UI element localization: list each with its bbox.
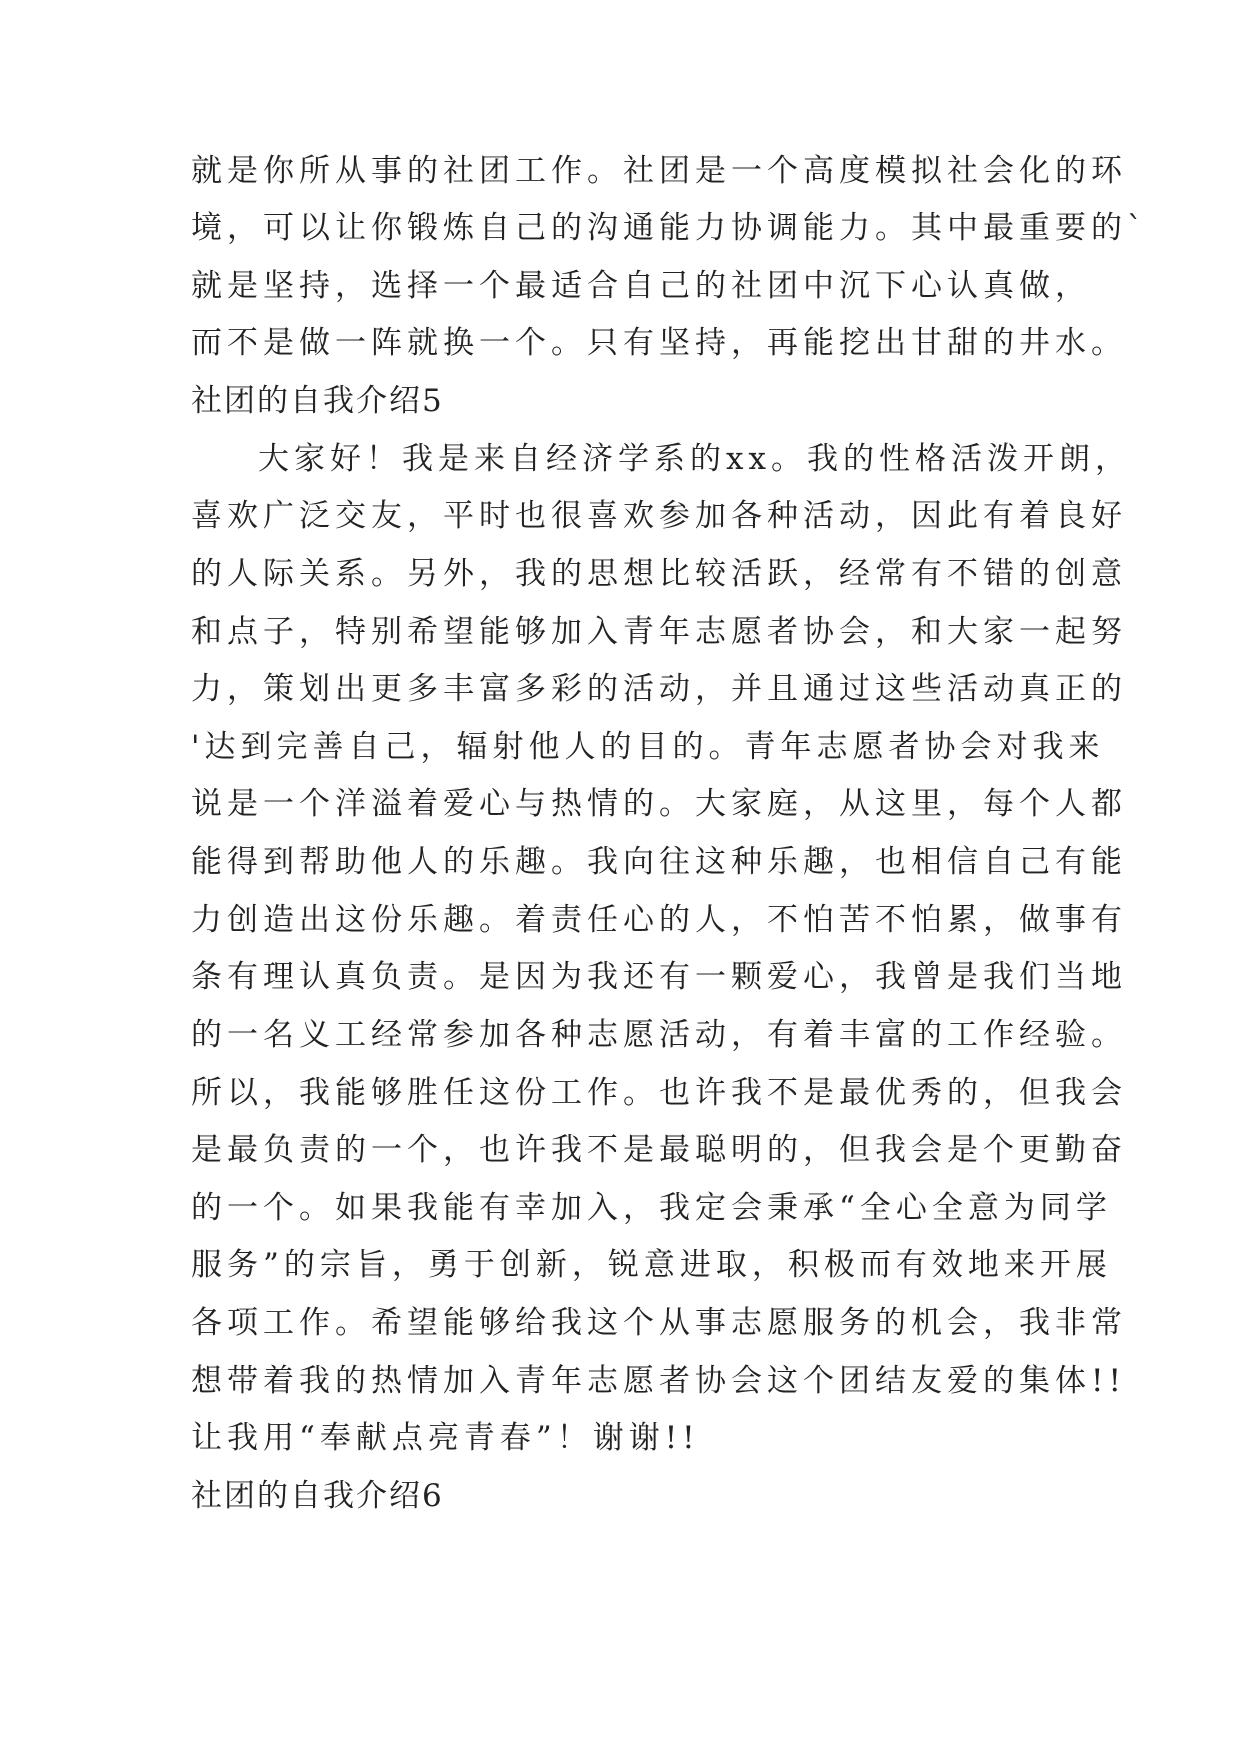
paragraph-line: 各项工作。希望能够给我这个从事志愿服务的机会，我非常: [191, 1305, 1127, 1341]
paragraph-line: 让我用“奉献点亮青春”！谢谢!!: [191, 1420, 700, 1456]
paragraph-line: 所以，我能够胜任这份工作。也许我不是最优秀的，但我会: [191, 1075, 1127, 1111]
paragraph-line: 力创造出这份乐趣。着责任心的人，不怕苦不怕累，做事有: [191, 902, 1127, 938]
text-line: 就是坚持，选择一个最适合自己的社团中沉下心认真做，: [191, 268, 1091, 304]
text-line: 境，可以让你锻炼自己的沟通能力协调能力。其中最重要的`: [191, 210, 1148, 246]
paragraph-line: 能得到帮助他人的乐趣。我向往这种乐趣，也相信自己有能: [191, 844, 1127, 880]
paragraph-line: 的人际关系。另外，我的思想比较活跃，经常有不错的创意: [191, 556, 1127, 592]
paragraph-line: 想带着我的热情加入青年志愿者协会这个团结友爱的集体!!: [191, 1363, 1126, 1399]
text-line: 就是你所从事的社团工作。社团是一个高度模拟社会化的环: [191, 153, 1127, 189]
section-heading-6: 社团的自我介绍6: [191, 1478, 444, 1514]
paragraph-line: 喜欢广泛交友，平时也很喜欢参加各种活动，因此有着良好: [191, 498, 1127, 534]
paragraph-line: 的一个。如果我能有幸加入，我定会秉承“全心全意为同学: [191, 1190, 1112, 1226]
paragraph-line: 力，策划出更多丰富多彩的活动，并且通过这些活动真正的: [191, 671, 1127, 707]
paragraph-line: 服务”的宗旨，勇于创新，锐意进取，积极而有效地来开展: [191, 1247, 1112, 1283]
paragraph-line: 说是一个洋溢着爱心与热情的。大家庭，从这里，每个人都: [191, 786, 1127, 822]
paragraph-line: '达到完善自己，辐射他人的目的。青年志愿者协会对我来: [191, 729, 1105, 765]
paragraph-line: 的一名义工经常参加各种志愿活动，有着丰富的工作经验。: [191, 1017, 1127, 1053]
text-line: 而不是做一阵就换一个。只有坚持，再能挖出甘甜的井水。: [191, 325, 1127, 361]
paragraph-line: 大家好！我是来自经济学系的xx。我的性格活泼开朗，: [258, 441, 1131, 477]
paragraph-line: 和点子，特别希望能够加入青年志愿者协会，和大家一起努: [191, 614, 1127, 650]
paragraph-line: 是最负责的一个，也许我不是最聪明的，但我会是个更勤奋: [191, 1132, 1127, 1168]
paragraph-line: 条有理认真负责。是因为我还有一颗爱心，我曾是我们当地: [191, 959, 1127, 995]
section-heading-5: 社团的自我介绍5: [191, 383, 444, 419]
